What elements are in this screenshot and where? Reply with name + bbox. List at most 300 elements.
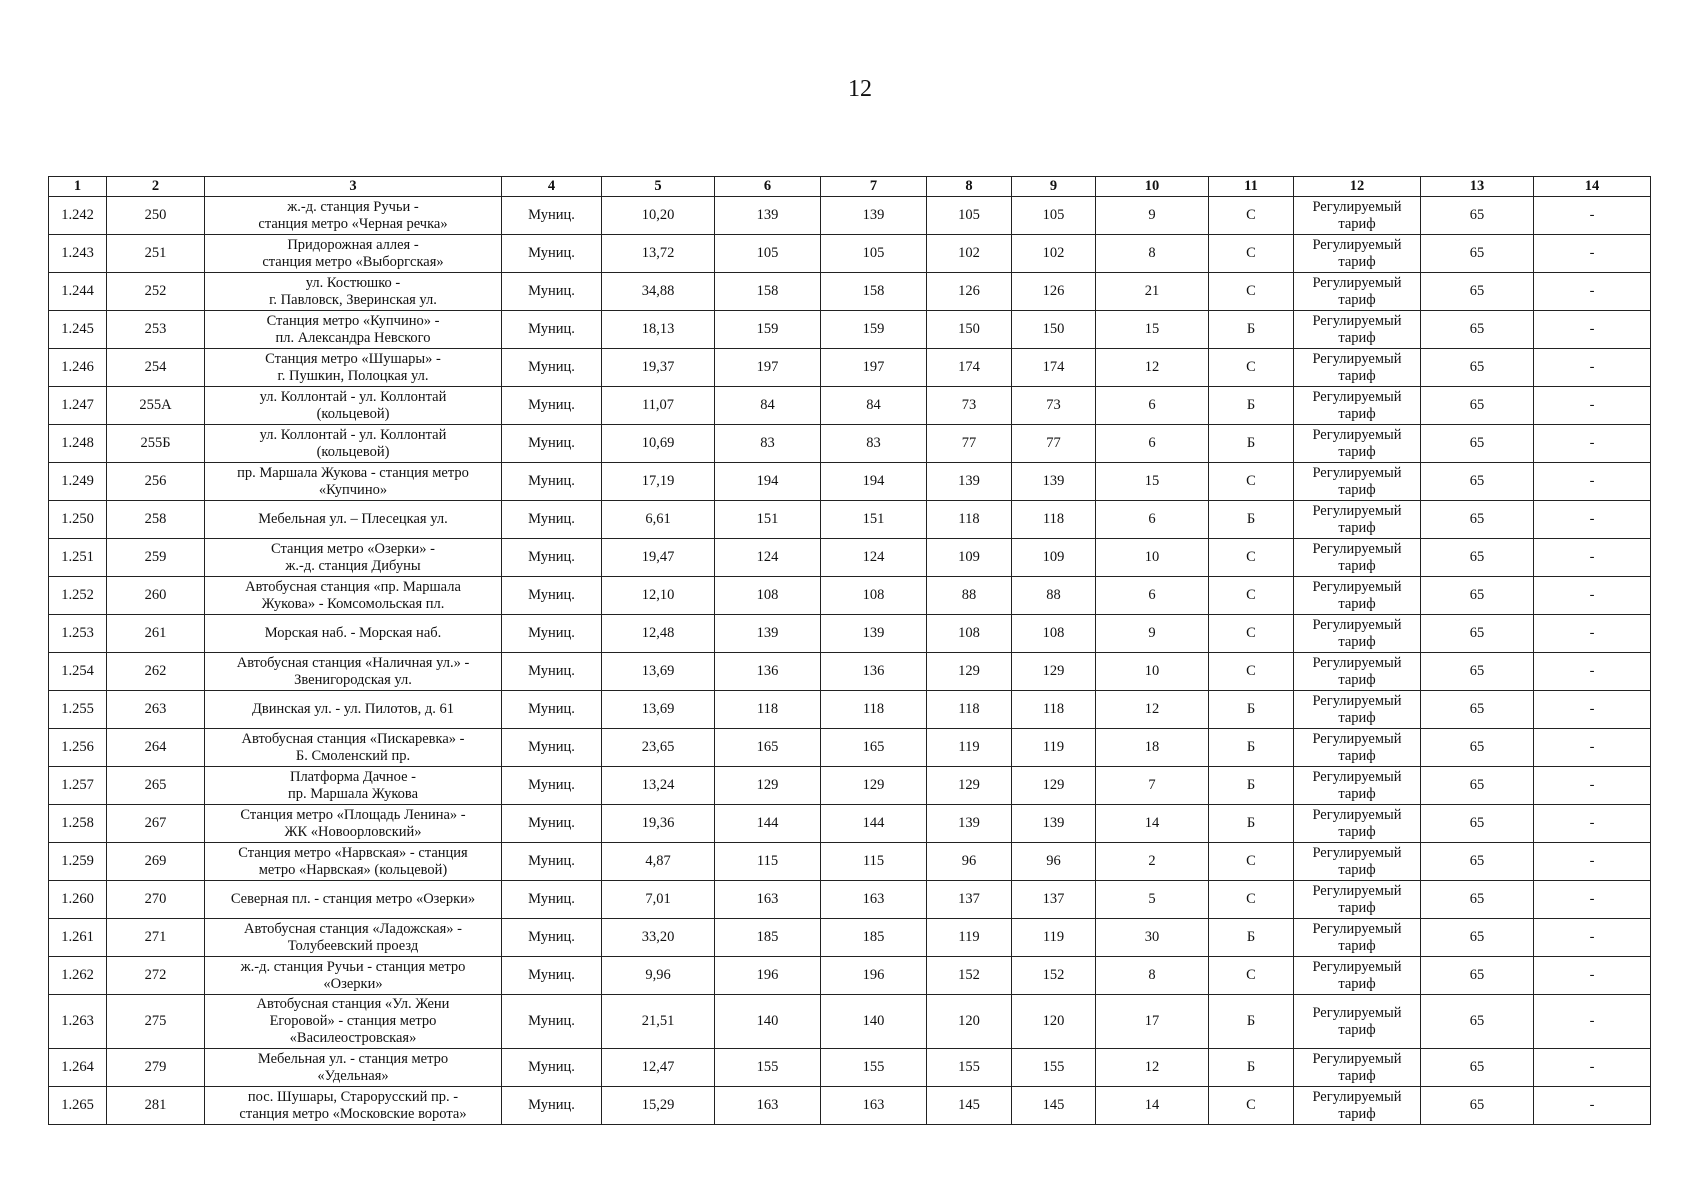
col-13-value-cell: 65: [1421, 957, 1534, 995]
row-number-cell: 1.250: [49, 501, 107, 539]
col-7-value-cell: 136: [821, 653, 927, 691]
route-number-cell: 261: [107, 615, 205, 653]
routes-table: [48, 176, 1651, 1125]
col-9-value-cell: 119: [1012, 729, 1096, 767]
route-type-cell: Муниц.: [502, 349, 602, 387]
route-name-cell: Автобусная станция «Пискаревка» - Б. Смоленский пр.: [205, 729, 502, 767]
tariff-type-cell: Регулируемый тариф: [1294, 577, 1421, 615]
col-7-value-cell: 194: [821, 463, 927, 501]
col-8-value-cell: 155: [927, 1049, 1012, 1087]
col-14-value-cell: -: [1534, 235, 1651, 273]
route-type-cell: Муниц.: [502, 881, 602, 919]
row-number-cell: 1.248: [49, 425, 107, 463]
route-number-cell: 281: [107, 1087, 205, 1125]
route-name-cell: пос. Шушары, Старорусский пр. - станция метро «Московские ворота»: [205, 1087, 502, 1125]
route-name-cell: Автобусная станция «Наличная ул.» - Звенигородская ул.: [205, 653, 502, 691]
column-header-8: 8: [927, 177, 1012, 197]
col-13-value-cell: 65: [1421, 387, 1534, 425]
col-6-value-cell: 158: [715, 273, 821, 311]
route-length-cell: 10,20: [602, 197, 715, 235]
col-13-value-cell: 65: [1421, 425, 1534, 463]
column-header-13: 13: [1421, 177, 1534, 197]
col-6-value-cell: 165: [715, 729, 821, 767]
route-number-cell: 260: [107, 577, 205, 615]
tariff-type-cell: Регулируемый тариф: [1294, 957, 1421, 995]
table-row: [49, 805, 1651, 843]
vehicle-class-cell: С: [1209, 881, 1294, 919]
route-length-cell: 7,01: [602, 881, 715, 919]
column-header-3: 3: [205, 177, 502, 197]
row-number-cell: 1.264: [49, 1049, 107, 1087]
col-7-value-cell: 163: [821, 881, 927, 919]
col-13-value-cell: 65: [1421, 577, 1534, 615]
vehicle-class-cell: Б: [1209, 387, 1294, 425]
col-9-value-cell: 119: [1012, 919, 1096, 957]
col-6-value-cell: 118: [715, 691, 821, 729]
col-8-value-cell: 145: [927, 1087, 1012, 1125]
route-type-cell: Муниц.: [502, 653, 602, 691]
col-6-value-cell: 140: [715, 995, 821, 1049]
col-6-value-cell: 129: [715, 767, 821, 805]
col-6-value-cell: 108: [715, 577, 821, 615]
route-length-cell: 10,69: [602, 425, 715, 463]
col-14-value-cell: -: [1534, 691, 1651, 729]
col-8-value-cell: 119: [927, 919, 1012, 957]
col-14-value-cell: -: [1534, 349, 1651, 387]
vehicle-class-cell: С: [1209, 577, 1294, 615]
col-6-value-cell: 163: [715, 1087, 821, 1125]
route-name-cell: Двинская ул. - ул. Пилотов, д. 61: [205, 691, 502, 729]
route-type-cell: Муниц.: [502, 729, 602, 767]
vehicle-class-cell: Б: [1209, 501, 1294, 539]
col-8-value-cell: 105: [927, 197, 1012, 235]
table-row: [49, 463, 1651, 501]
tariff-type-cell: Регулируемый тариф: [1294, 501, 1421, 539]
col-8-value-cell: 150: [927, 311, 1012, 349]
col-14-value-cell: -: [1534, 767, 1651, 805]
route-length-cell: 13,69: [602, 653, 715, 691]
row-number-cell: 1.265: [49, 1087, 107, 1125]
table-header-row: [49, 177, 1651, 197]
col-13-value-cell: 65: [1421, 1049, 1534, 1087]
col-9-value-cell: 109: [1012, 539, 1096, 577]
col-9-value-cell: 145: [1012, 1087, 1096, 1125]
table-row: [49, 1049, 1651, 1087]
vehicle-class-cell: С: [1209, 1087, 1294, 1125]
col-10-value-cell: 6: [1096, 425, 1209, 463]
route-number-cell: 259: [107, 539, 205, 577]
vehicle-class-cell: Б: [1209, 425, 1294, 463]
col-8-value-cell: 129: [927, 653, 1012, 691]
row-number-cell: 1.252: [49, 577, 107, 615]
col-6-value-cell: 197: [715, 349, 821, 387]
col-6-value-cell: 115: [715, 843, 821, 881]
vehicle-class-cell: Б: [1209, 995, 1294, 1049]
col-13-value-cell: 65: [1421, 615, 1534, 653]
route-length-cell: 23,65: [602, 729, 715, 767]
col-8-value-cell: 77: [927, 425, 1012, 463]
route-type-cell: Муниц.: [502, 615, 602, 653]
column-header-5: 5: [602, 177, 715, 197]
route-name-cell: ул. Коллонтай - ул. Коллонтай (кольцевой): [205, 387, 502, 425]
row-number-cell: 1.261: [49, 919, 107, 957]
col-9-value-cell: 77: [1012, 425, 1096, 463]
col-14-value-cell: -: [1534, 653, 1651, 691]
route-name-cell: Платформа Дачное - пр. Маршала Жукова: [205, 767, 502, 805]
col-14-value-cell: -: [1534, 501, 1651, 539]
route-length-cell: 17,19: [602, 463, 715, 501]
table-row: [49, 235, 1651, 273]
route-name-cell: Морская наб. - Морская наб.: [205, 615, 502, 653]
table-row: [49, 843, 1651, 881]
table-row: [49, 919, 1651, 957]
tariff-type-cell: Регулируемый тариф: [1294, 767, 1421, 805]
tariff-type-cell: Регулируемый тариф: [1294, 539, 1421, 577]
route-type-cell: Муниц.: [502, 387, 602, 425]
column-header-1: 1: [49, 177, 107, 197]
route-number-cell: 253: [107, 311, 205, 349]
route-type-cell: Муниц.: [502, 1087, 602, 1125]
route-number-cell: 255Б: [107, 425, 205, 463]
column-header-14: 14: [1534, 177, 1651, 197]
route-length-cell: 19,47: [602, 539, 715, 577]
col-14-value-cell: -: [1534, 1049, 1651, 1087]
row-number-cell: 1.246: [49, 349, 107, 387]
col-14-value-cell: -: [1534, 463, 1651, 501]
col-9-value-cell: 129: [1012, 653, 1096, 691]
route-type-cell: Муниц.: [502, 691, 602, 729]
route-type-cell: Муниц.: [502, 501, 602, 539]
table-row: [49, 691, 1651, 729]
route-type-cell: Муниц.: [502, 235, 602, 273]
col-13-value-cell: 65: [1421, 881, 1534, 919]
col-14-value-cell: -: [1534, 1087, 1651, 1125]
col-13-value-cell: 65: [1421, 729, 1534, 767]
row-number-cell: 1.245: [49, 311, 107, 349]
table-row: [49, 539, 1651, 577]
col-7-value-cell: 197: [821, 349, 927, 387]
col-10-value-cell: 12: [1096, 349, 1209, 387]
column-header-11: 11: [1209, 177, 1294, 197]
col-9-value-cell: 73: [1012, 387, 1096, 425]
col-14-value-cell: -: [1534, 805, 1651, 843]
col-7-value-cell: 83: [821, 425, 927, 463]
route-length-cell: 12,47: [602, 1049, 715, 1087]
col-9-value-cell: 96: [1012, 843, 1096, 881]
route-length-cell: 34,88: [602, 273, 715, 311]
col-10-value-cell: 15: [1096, 463, 1209, 501]
col-10-value-cell: 6: [1096, 577, 1209, 615]
tariff-type-cell: Регулируемый тариф: [1294, 425, 1421, 463]
route-number-cell: 254: [107, 349, 205, 387]
table-row: [49, 881, 1651, 919]
row-number-cell: 1.253: [49, 615, 107, 653]
route-type-cell: Муниц.: [502, 425, 602, 463]
route-number-cell: 272: [107, 957, 205, 995]
col-13-value-cell: 65: [1421, 805, 1534, 843]
table-row: [49, 957, 1651, 995]
row-number-cell: 1.257: [49, 767, 107, 805]
col-6-value-cell: 185: [715, 919, 821, 957]
row-number-cell: 1.254: [49, 653, 107, 691]
col-7-value-cell: 124: [821, 539, 927, 577]
route-type-cell: Муниц.: [502, 463, 602, 501]
col-7-value-cell: 144: [821, 805, 927, 843]
table-row: [49, 615, 1651, 653]
col-10-value-cell: 12: [1096, 1049, 1209, 1087]
route-number-cell: 270: [107, 881, 205, 919]
col-9-value-cell: 120: [1012, 995, 1096, 1049]
col-10-value-cell: 10: [1096, 539, 1209, 577]
col-6-value-cell: 151: [715, 501, 821, 539]
vehicle-class-cell: Б: [1209, 691, 1294, 729]
vehicle-class-cell: С: [1209, 463, 1294, 501]
col-9-value-cell: 88: [1012, 577, 1096, 615]
col-6-value-cell: 136: [715, 653, 821, 691]
table-row: [49, 577, 1651, 615]
col-14-value-cell: -: [1534, 387, 1651, 425]
col-10-value-cell: 10: [1096, 653, 1209, 691]
route-length-cell: 13,24: [602, 767, 715, 805]
tariff-type-cell: Регулируемый тариф: [1294, 1049, 1421, 1087]
table-body: [49, 197, 1651, 1125]
col-8-value-cell: 139: [927, 463, 1012, 501]
table-row: [49, 653, 1651, 691]
table-row: [49, 729, 1651, 767]
route-number-cell: 255А: [107, 387, 205, 425]
route-number-cell: 267: [107, 805, 205, 843]
route-length-cell: 4,87: [602, 843, 715, 881]
tariff-type-cell: Регулируемый тариф: [1294, 197, 1421, 235]
page-number: 12: [848, 76, 872, 102]
route-name-cell: Станция метро «Озерки» - ж.-д. станция Дибуны: [205, 539, 502, 577]
route-type-cell: Муниц.: [502, 197, 602, 235]
row-number-cell: 1.256: [49, 729, 107, 767]
col-14-value-cell: -: [1534, 957, 1651, 995]
route-number-cell: 256: [107, 463, 205, 501]
column-header-2: 2: [107, 177, 205, 197]
col-14-value-cell: -: [1534, 273, 1651, 311]
row-number-cell: 1.243: [49, 235, 107, 273]
table-row: [49, 387, 1651, 425]
route-length-cell: 18,13: [602, 311, 715, 349]
col-8-value-cell: 139: [927, 805, 1012, 843]
route-number-cell: 262: [107, 653, 205, 691]
route-type-cell: Муниц.: [502, 577, 602, 615]
route-type-cell: Муниц.: [502, 273, 602, 311]
col-10-value-cell: 9: [1096, 197, 1209, 235]
route-name-cell: Северная пл. - станция метро «Озерки»: [205, 881, 502, 919]
col-8-value-cell: 73: [927, 387, 1012, 425]
col-8-value-cell: 118: [927, 691, 1012, 729]
route-length-cell: 12,48: [602, 615, 715, 653]
column-header-10: 10: [1096, 177, 1209, 197]
col-7-value-cell: 115: [821, 843, 927, 881]
col-14-value-cell: -: [1534, 881, 1651, 919]
vehicle-class-cell: С: [1209, 273, 1294, 311]
tariff-type-cell: Регулируемый тариф: [1294, 805, 1421, 843]
col-9-value-cell: 118: [1012, 691, 1096, 729]
vehicle-class-cell: С: [1209, 349, 1294, 387]
route-name-cell: Автобусная станция «Ладожская» - Толубеевский проезд: [205, 919, 502, 957]
route-type-cell: Муниц.: [502, 767, 602, 805]
col-10-value-cell: 15: [1096, 311, 1209, 349]
vehicle-class-cell: С: [1209, 843, 1294, 881]
route-name-cell: Автобусная станция «Ул. Жени Егоровой» - станция метро «Василеостровская»: [205, 995, 502, 1049]
col-14-value-cell: -: [1534, 995, 1651, 1049]
col-9-value-cell: 150: [1012, 311, 1096, 349]
vehicle-class-cell: Б: [1209, 1049, 1294, 1087]
col-13-value-cell: 65: [1421, 501, 1534, 539]
col-9-value-cell: 126: [1012, 273, 1096, 311]
route-name-cell: Мебельная ул. – Плесецкая ул.: [205, 501, 502, 539]
col-10-value-cell: 14: [1096, 1087, 1209, 1125]
col-7-value-cell: 84: [821, 387, 927, 425]
route-number-cell: 264: [107, 729, 205, 767]
col-10-value-cell: 8: [1096, 235, 1209, 273]
col-10-value-cell: 12: [1096, 691, 1209, 729]
col-14-value-cell: -: [1534, 539, 1651, 577]
col-13-value-cell: 65: [1421, 349, 1534, 387]
col-9-value-cell: 105: [1012, 197, 1096, 235]
col-7-value-cell: 139: [821, 197, 927, 235]
route-type-cell: Муниц.: [502, 311, 602, 349]
table-row: [49, 349, 1651, 387]
route-name-cell: Станция метро «Нарвская» - станция метро «Нарвская» (кольцевой): [205, 843, 502, 881]
route-number-cell: 279: [107, 1049, 205, 1087]
route-number-cell: 252: [107, 273, 205, 311]
route-name-cell: ул. Костюшко - г. Павловск, Зверинская ул.: [205, 273, 502, 311]
row-number-cell: 1.244: [49, 273, 107, 311]
column-header-4: 4: [502, 177, 602, 197]
col-6-value-cell: 194: [715, 463, 821, 501]
tariff-type-cell: Регулируемый тариф: [1294, 235, 1421, 273]
table-row: [49, 425, 1651, 463]
column-header-7: 7: [821, 177, 927, 197]
route-name-cell: Автобусная станция «пр. Маршала Жукова» - Комсомольская пл.: [205, 577, 502, 615]
route-number-cell: 251: [107, 235, 205, 273]
col-10-value-cell: 30: [1096, 919, 1209, 957]
table-row: [49, 1087, 1651, 1125]
row-number-cell: 1.251: [49, 539, 107, 577]
col-7-value-cell: 155: [821, 1049, 927, 1087]
row-number-cell: 1.259: [49, 843, 107, 881]
column-header-9: 9: [1012, 177, 1096, 197]
route-name-cell: ж.-д. станция Ручьи - станция метро «Черная речка»: [205, 197, 502, 235]
col-9-value-cell: 108: [1012, 615, 1096, 653]
route-number-cell: 250: [107, 197, 205, 235]
col-8-value-cell: 152: [927, 957, 1012, 995]
route-type-cell: Муниц.: [502, 919, 602, 957]
col-8-value-cell: 174: [927, 349, 1012, 387]
table-row: [49, 995, 1651, 1049]
route-number-cell: 263: [107, 691, 205, 729]
route-type-cell: Муниц.: [502, 539, 602, 577]
col-8-value-cell: 129: [927, 767, 1012, 805]
col-9-value-cell: 155: [1012, 1049, 1096, 1087]
col-8-value-cell: 88: [927, 577, 1012, 615]
col-7-value-cell: 129: [821, 767, 927, 805]
col-14-value-cell: -: [1534, 615, 1651, 653]
col-10-value-cell: 2: [1096, 843, 1209, 881]
col-13-value-cell: 65: [1421, 273, 1534, 311]
route-type-cell: Муниц.: [502, 995, 602, 1049]
vehicle-class-cell: С: [1209, 539, 1294, 577]
col-14-value-cell: -: [1534, 425, 1651, 463]
col-13-value-cell: 65: [1421, 539, 1534, 577]
col-14-value-cell: -: [1534, 729, 1651, 767]
route-length-cell: 11,07: [602, 387, 715, 425]
tariff-type-cell: Регулируемый тариф: [1294, 615, 1421, 653]
col-8-value-cell: 109: [927, 539, 1012, 577]
route-type-cell: Муниц.: [502, 957, 602, 995]
route-length-cell: 19,37: [602, 349, 715, 387]
col-7-value-cell: 159: [821, 311, 927, 349]
col-13-value-cell: 65: [1421, 197, 1534, 235]
col-7-value-cell: 163: [821, 1087, 927, 1125]
row-number-cell: 1.255: [49, 691, 107, 729]
row-number-cell: 1.262: [49, 957, 107, 995]
table-row: [49, 273, 1651, 311]
col-13-value-cell: 65: [1421, 653, 1534, 691]
route-type-cell: Муниц.: [502, 805, 602, 843]
tariff-type-cell: Регулируемый тариф: [1294, 691, 1421, 729]
col-7-value-cell: 151: [821, 501, 927, 539]
col-13-value-cell: 65: [1421, 463, 1534, 501]
tariff-type-cell: Регулируемый тариф: [1294, 919, 1421, 957]
col-10-value-cell: 6: [1096, 501, 1209, 539]
col-10-value-cell: 14: [1096, 805, 1209, 843]
col-9-value-cell: 137: [1012, 881, 1096, 919]
route-name-cell: ул. Коллонтай - ул. Коллонтай (кольцевой): [205, 425, 502, 463]
col-9-value-cell: 174: [1012, 349, 1096, 387]
col-6-value-cell: 163: [715, 881, 821, 919]
col-6-value-cell: 159: [715, 311, 821, 349]
row-number-cell: 1.249: [49, 463, 107, 501]
col-9-value-cell: 139: [1012, 463, 1096, 501]
col-7-value-cell: 158: [821, 273, 927, 311]
col-14-value-cell: -: [1534, 843, 1651, 881]
col-7-value-cell: 196: [821, 957, 927, 995]
vehicle-class-cell: С: [1209, 615, 1294, 653]
tariff-type-cell: Регулируемый тариф: [1294, 273, 1421, 311]
route-number-cell: 269: [107, 843, 205, 881]
col-6-value-cell: 139: [715, 615, 821, 653]
col-6-value-cell: 105: [715, 235, 821, 273]
col-8-value-cell: 102: [927, 235, 1012, 273]
tariff-type-cell: Регулируемый тариф: [1294, 349, 1421, 387]
route-length-cell: 13,69: [602, 691, 715, 729]
col-13-value-cell: 65: [1421, 767, 1534, 805]
col-10-value-cell: 5: [1096, 881, 1209, 919]
route-name-cell: Мебельная ул. - станция метро «Удельная»: [205, 1049, 502, 1087]
tariff-type-cell: Регулируемый тариф: [1294, 1087, 1421, 1125]
col-6-value-cell: 124: [715, 539, 821, 577]
route-length-cell: 33,20: [602, 919, 715, 957]
route-name-cell: пр. Маршала Жукова - станция метро «Купчино»: [205, 463, 502, 501]
row-number-cell: 1.242: [49, 197, 107, 235]
col-6-value-cell: 144: [715, 805, 821, 843]
col-9-value-cell: 129: [1012, 767, 1096, 805]
col-10-value-cell: 18: [1096, 729, 1209, 767]
col-8-value-cell: 137: [927, 881, 1012, 919]
tariff-type-cell: Регулируемый тариф: [1294, 387, 1421, 425]
col-6-value-cell: 196: [715, 957, 821, 995]
tariff-type-cell: Регулируемый тариф: [1294, 653, 1421, 691]
tariff-type-cell: Регулируемый тариф: [1294, 311, 1421, 349]
table-row: [49, 767, 1651, 805]
col-7-value-cell: 108: [821, 577, 927, 615]
